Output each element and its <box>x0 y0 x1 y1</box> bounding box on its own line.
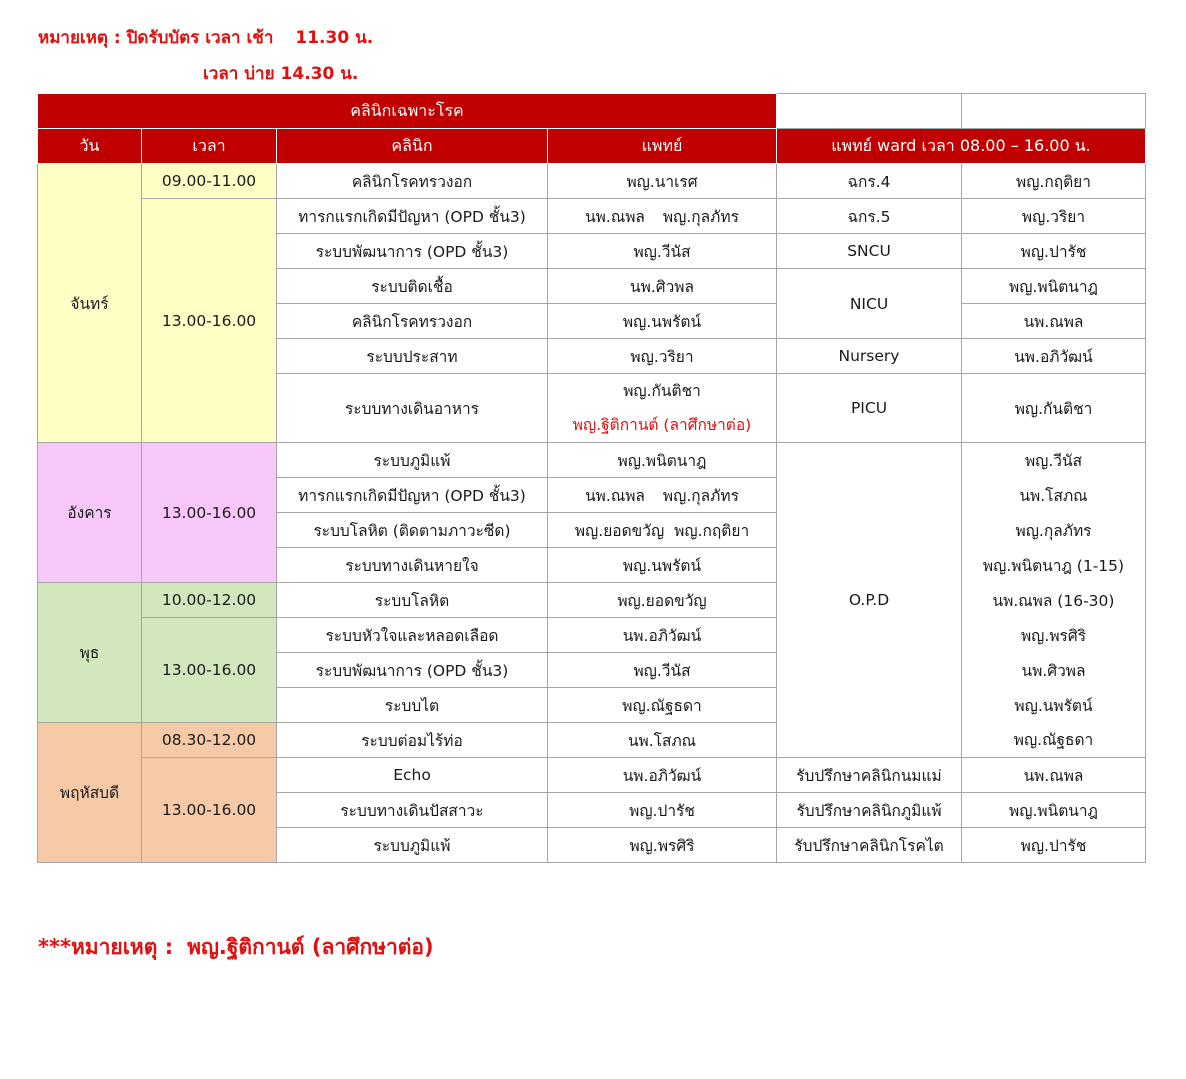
doctor-cell: พญ.วีนัส <box>548 653 777 688</box>
clinic-cell: ระบบติดเชื้อ <box>277 269 548 304</box>
ward-doctor-cell: นพ.โสภณ <box>962 478 1146 513</box>
clinic-cell: ทารกแรกเกิดมีปัญหา (OPD ชั้น3) <box>277 199 548 234</box>
ward-cell: รับปรึกษาคลินิกโรคไต <box>777 828 962 863</box>
ward-doctor-cell: นพ.ณพล <box>962 304 1146 339</box>
banner-blank-1 <box>777 94 962 129</box>
doctor-cell: นพ.ศิวพล <box>548 269 777 304</box>
ward-doctor-cell: พญ.กุลภัทร <box>962 513 1146 548</box>
clinic-cell: ระบบทางเดินอาหาร <box>277 374 548 443</box>
ward-doctor-cell: พญ.ณัฐธดา <box>962 723 1146 758</box>
doctor-cell: พญ.นาเรศ <box>548 164 777 199</box>
time-tuesday-pm: 13.00-16.00 <box>142 443 277 583</box>
doctor-name: พญ.ยอดขวัญ <box>574 521 665 540</box>
ward-cell: รับปรึกษาคลินิกนมแม่ <box>777 758 962 793</box>
doctor-cell: พญ.ปารัช <box>548 793 777 828</box>
clinic-schedule-table <box>37 93 1146 863</box>
doctor-name: พญ.กฤติยา <box>674 521 750 540</box>
table-row <box>38 443 1146 478</box>
banner-blank-2 <box>962 94 1146 129</box>
day-thursday: พฤหัสบดี <box>38 723 142 863</box>
ward-doctor-cell: พญ.ปารัช <box>962 234 1146 269</box>
ward-cell: Nursery <box>777 339 962 374</box>
day-monday: จันทร์ <box>38 164 142 443</box>
clinic-cell: คลินิกโรคทรวงอก <box>277 164 548 199</box>
day-tuesday: อังคาร <box>38 443 142 583</box>
closing-note-afternoon-time: 14.30 น. <box>280 64 359 84</box>
ward-doctor-cell: พญ.วริยา <box>962 199 1146 234</box>
doctor-cell: พญ.ยอดขวัญ <box>548 583 777 618</box>
clinic-cell: Echo <box>277 758 548 793</box>
doctor-name: พญ.กุลภัทร <box>662 486 739 505</box>
doctor-leave-note: พญ.ฐิติกานต์ (ลาศึกษาต่อ) <box>572 416 752 434</box>
ward-doctor-cell: นพ.อภิวัฒน์ <box>962 339 1146 374</box>
ward-cell-opd: O.P.D <box>777 443 962 758</box>
time-monday-pm: 13.00-16.00 <box>142 199 277 443</box>
closing-note-morning-time: 11.30 น. <box>295 28 374 48</box>
doctor-cell <box>548 374 777 443</box>
header-ward-doctor: แพทย์ ward เวลา 08.00 – 16.00 น. <box>777 129 1146 164</box>
header-day: วัน <box>38 129 142 164</box>
doctor-cell <box>548 478 777 513</box>
footnote-name: พญ.ฐิติกานต์ (ลาศึกษาต่อ) <box>187 935 434 959</box>
clinic-cell: ระบบพัฒนาการ (OPD ชั้น3) <box>277 234 548 269</box>
clinic-cell: ระบบต่อมไร้ท่อ <box>277 723 548 758</box>
day-wednesday: พุธ <box>38 583 142 723</box>
ward-doctor-cell: นพ.ณพล <box>962 758 1146 793</box>
doctor-cell: พญ.พรศิริ <box>548 828 777 863</box>
doctor-cell <box>548 513 777 548</box>
table-row <box>38 199 1146 234</box>
doctor-cell: พญ.นพรัตน์ <box>548 548 777 583</box>
doctor-name: นพ.ณพล <box>585 486 645 505</box>
time-thursday-pm: 13.00-16.00 <box>142 758 277 863</box>
ward-cell: SNCU <box>777 234 962 269</box>
doctor-name: พญ.กันติชา <box>623 382 701 400</box>
doctor-cell: พญ.ณัฐธดา <box>548 688 777 723</box>
closing-note-afternoon-label: เวลา บ่าย <box>203 64 275 84</box>
doctor-cell: พญ.วีนัส <box>548 234 777 269</box>
clinic-cell: ระบบภูมิแพ้ <box>277 828 548 863</box>
ward-doctor-cell: พญ.พนิตนาฎ <box>962 793 1146 828</box>
ward-cell: NICU <box>777 269 962 339</box>
closing-note-afternoon <box>203 60 358 87</box>
clinic-cell: ระบบโลหิต <box>277 583 548 618</box>
header-row <box>38 129 1146 164</box>
doctor-name: พญ.กุลภัทร <box>662 207 739 226</box>
ward-cell: ฉกร.5 <box>777 199 962 234</box>
clinic-cell: ระบบทางเดินปัสสาวะ <box>277 793 548 828</box>
ward-doctor-cell: พญ.พนิตนาฎ (1-15) <box>962 548 1146 583</box>
clinic-cell: คลินิกโรคทรวงอก <box>277 304 548 339</box>
clinic-cell: ระบบประสาท <box>277 339 548 374</box>
table-row <box>38 723 1146 758</box>
clinic-cell: ระบบไต <box>277 688 548 723</box>
header-clinic: คลินิก <box>277 129 548 164</box>
header-time: เวลา <box>142 129 277 164</box>
ward-doctor-cell: นพ.ศิวพล <box>962 653 1146 688</box>
doctor-name: นพ.ณพล <box>585 207 645 226</box>
ward-doctor-cell: พญ.นพรัตน์ <box>962 688 1146 723</box>
clinic-cell: ระบบพัฒนาการ (OPD ชั้น3) <box>277 653 548 688</box>
ward-cell: PICU <box>777 374 962 443</box>
ward-doctor-cell: พญ.วีนัส <box>962 443 1146 478</box>
ward-cell: รับปรึกษาคลินิกภูมิแพ้ <box>777 793 962 828</box>
doctor-cell: นพ.อภิวัฒน์ <box>548 758 777 793</box>
doctor-cell: นพ.โสภณ <box>548 723 777 758</box>
doctor-cell <box>548 199 777 234</box>
table-row <box>38 618 1146 653</box>
banner-row <box>38 94 1146 129</box>
ward-doctor-cell: พญ.ปารัช <box>962 828 1146 863</box>
table-row <box>38 583 1146 618</box>
footnote-label: ***หมายเหตุ : <box>38 935 174 959</box>
clinic-cell: ระบบภูมิแพ้ <box>277 443 548 478</box>
ward-doctor-cell: พญ.กฤติยา <box>962 164 1146 199</box>
doctor-cell: พญ.พนิตนาฎ <box>548 443 777 478</box>
ward-doctor-cell: พญ.พนิตนาฎ <box>962 269 1146 304</box>
clinic-cell: ระบบโลหิต (ติดตามภาวะซีด) <box>277 513 548 548</box>
table-row <box>38 164 1146 199</box>
time-wednesday-pm: 13.00-16.00 <box>142 618 277 723</box>
time-wednesday-am: 10.00-12.00 <box>142 583 277 618</box>
time-monday-am: 09.00-11.00 <box>142 164 277 199</box>
banner-title: คลินิกเฉพาะโรค <box>38 94 777 129</box>
header-doctor: แพทย์ <box>548 129 777 164</box>
doctor-cell: พญ.วริยา <box>548 339 777 374</box>
table-row <box>38 758 1146 793</box>
doctor-cell: พญ.นพรัตน์ <box>548 304 777 339</box>
closing-note-morning-label: หมายเหตุ : ปิดรับบัตร เวลา เช้า <box>38 28 274 48</box>
time-thursday-am: 08.30-12.00 <box>142 723 277 758</box>
ward-doctor-cell: นพ.ณพล (16-30) <box>962 583 1146 618</box>
ward-doctor-cell: พญ.กันติชา <box>962 374 1146 443</box>
clinic-cell: ระบบทางเดินหายใจ <box>277 548 548 583</box>
doctor-cell: นพ.อภิวัฒน์ <box>548 618 777 653</box>
clinic-cell: ทารกแรกเกิดมีปัญหา (OPD ชั้น3) <box>277 478 548 513</box>
footnote <box>38 931 434 964</box>
closing-note-morning <box>38 24 373 51</box>
ward-doctor-cell: พญ.พรศิริ <box>962 618 1146 653</box>
clinic-cell: ระบบหัวใจและหลอดเลือด <box>277 618 548 653</box>
ward-cell: ฉกร.4 <box>777 164 962 199</box>
